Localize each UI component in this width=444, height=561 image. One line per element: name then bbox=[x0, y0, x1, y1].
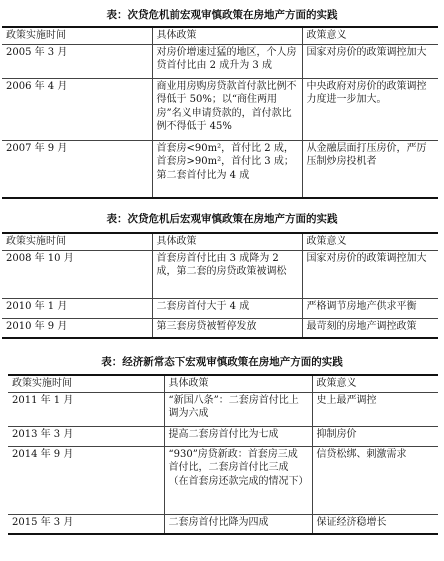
table1-title: 表：次贷危机前宏观审慎政策在房地产方面的实践 bbox=[106, 9, 338, 21]
meaning-cell: 最苛刻的房地产调控政策 bbox=[302, 318, 438, 338]
table-header-row bbox=[2, 27, 438, 44]
header-cell: 政策实施时间 bbox=[8, 375, 164, 392]
table3-title: 表：经济新常态下宏观审慎政策在房地产方面的实践 bbox=[101, 356, 343, 368]
table-row bbox=[8, 514, 438, 534]
date-cell: 2005 年 3 月 bbox=[2, 44, 152, 78]
meaning-cell: 信贷松绑、刺激需求 bbox=[312, 446, 438, 514]
table-row bbox=[8, 446, 438, 514]
table-row bbox=[8, 426, 438, 446]
policy-cell: “930”房贷新政：首套房三成首付比，二套房首付比三成（在首套房还款完成的情况下） bbox=[164, 446, 312, 514]
table-row bbox=[2, 298, 438, 318]
meaning-cell: 史上最严调控 bbox=[312, 392, 438, 426]
header-cell: 具体政策 bbox=[152, 233, 302, 250]
policy-cell: “新国八条”：二套房首付比上调为六成 bbox=[164, 392, 312, 426]
header-cell: 政策意义 bbox=[312, 375, 438, 392]
table-header-row bbox=[8, 375, 438, 392]
policy-cell: 第三套房贷被暂停发放 bbox=[152, 318, 302, 338]
header-cell: 具体政策 bbox=[152, 27, 302, 44]
policy-table-pre-crisis bbox=[2, 26, 438, 199]
table-row bbox=[2, 140, 438, 198]
header-cell: 政策意义 bbox=[302, 233, 438, 250]
date-cell: 2015 年 3 月 bbox=[8, 514, 164, 534]
date-cell: 2006 年 4 月 bbox=[2, 78, 152, 140]
policy-table-new-normal bbox=[8, 374, 438, 535]
header-cell: 政策意义 bbox=[302, 27, 438, 44]
date-cell: 2008 年 10 月 bbox=[2, 250, 152, 298]
meaning-cell: 国家对房价的政策调控加大 bbox=[302, 44, 438, 78]
meaning-cell: 严格调节房地产供求平衡 bbox=[302, 298, 438, 318]
policy-cell: 二套房首付比降为四成 bbox=[164, 514, 312, 534]
meaning-cell: 保证经济稳增长 bbox=[312, 514, 438, 534]
header-cell: 政策实施时间 bbox=[2, 233, 152, 250]
policy-cell: 商业用房购房贷款首付款比例不得低于 50%；以“商住两用房”名义申请贷款的，首付款比例不得低于 45% bbox=[152, 78, 302, 140]
policy-cell: 二套房首付大于 4 成 bbox=[152, 298, 302, 318]
meaning-cell: 从金融层面打压房价，严厉压制炒房投机者 bbox=[302, 140, 438, 198]
date-cell: 2010 年 9 月 bbox=[2, 318, 152, 338]
policy-table-post-crisis bbox=[2, 232, 438, 339]
policy-cell: 对房价增速过猛的地区，个人房贷首付比由 2 成升为 3 成 bbox=[152, 44, 302, 78]
table-row bbox=[8, 392, 438, 426]
table-row bbox=[2, 318, 438, 338]
header-cell: 政策实施时间 bbox=[2, 27, 152, 44]
date-cell: 2014 年 9 月 bbox=[8, 446, 164, 514]
meaning-cell: 国家对房价的政策调控加大 bbox=[302, 250, 438, 298]
date-cell: 2007 年 9 月 bbox=[2, 140, 152, 198]
date-cell: 2013 年 3 月 bbox=[8, 426, 164, 446]
policy-cell: 首套房首付比由 3 成降为 2 成，第二套的房贷政策被调松 bbox=[152, 250, 302, 298]
meaning-cell: 中央政府对房价的政策调控力度进一步加大。 bbox=[302, 78, 438, 140]
table-row bbox=[2, 250, 438, 298]
meaning-cell: 抑制房价 bbox=[312, 426, 438, 446]
header-cell: 具体政策 bbox=[164, 375, 312, 392]
date-cell: 2010 年 1 月 bbox=[2, 298, 152, 318]
policy-cell: 首套房<90m²，首付比 2 成，首套房>90m²，首付比 3 成；第二套首付比为 4 成 bbox=[152, 140, 302, 198]
table-row bbox=[2, 44, 438, 78]
date-cell: 2011 年 1 月 bbox=[8, 392, 164, 426]
table-header-row bbox=[2, 233, 438, 250]
table-row bbox=[2, 78, 438, 140]
table2-title: 表：次贷危机后宏观审慎政策在房地产方面的实践 bbox=[106, 213, 338, 225]
policy-cell: 提高二套房首付比为七成 bbox=[164, 426, 312, 446]
